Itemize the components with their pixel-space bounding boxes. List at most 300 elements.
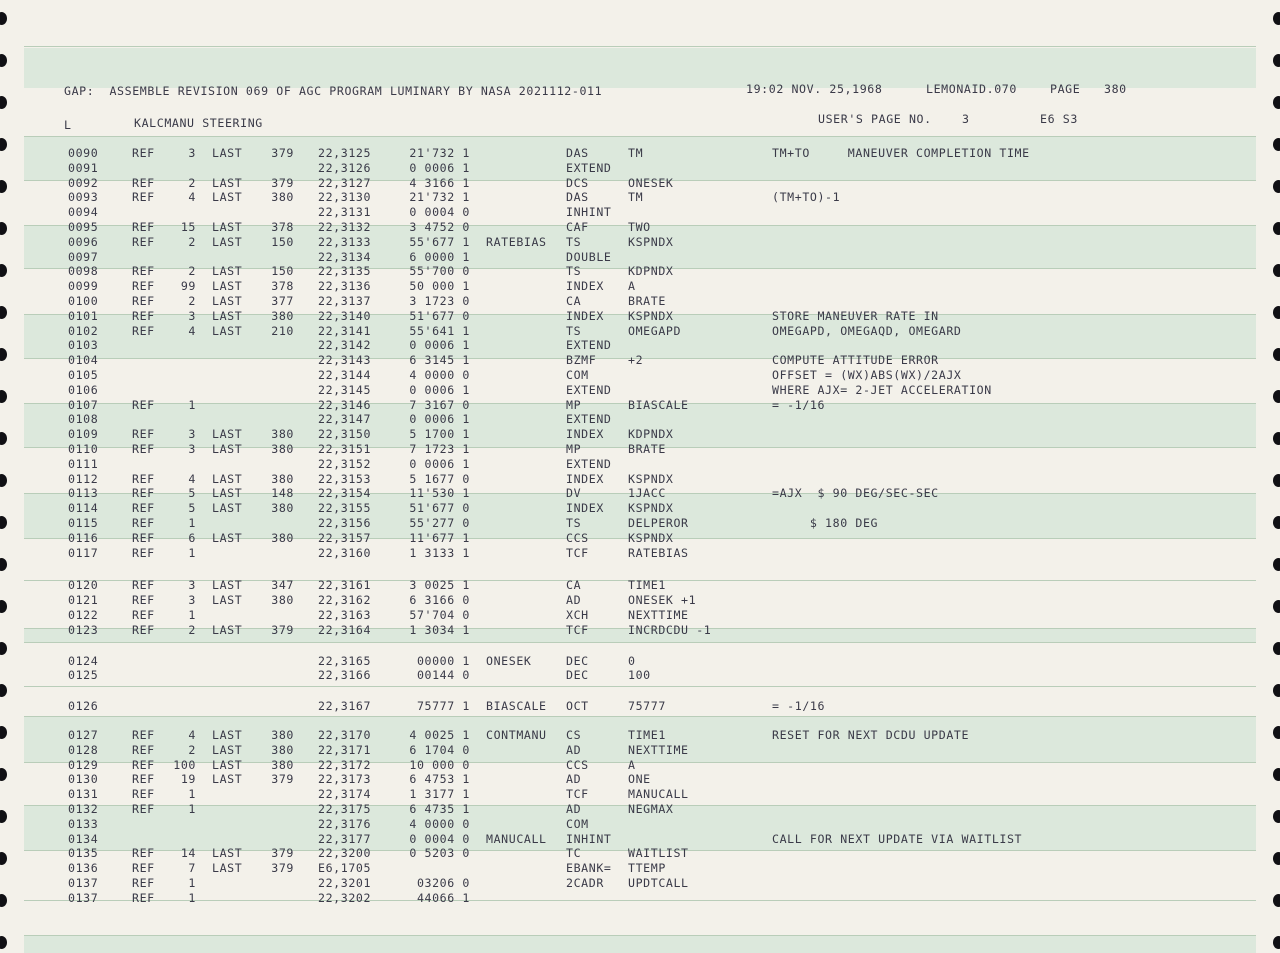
line-number: 0102 xyxy=(68,323,99,338)
listing-line xyxy=(0,324,1280,339)
line-number: 0106 xyxy=(68,382,99,397)
object-code: 6 4753 1 xyxy=(409,772,470,787)
ref-keyword: REF xyxy=(132,757,155,772)
line-number: 0109 xyxy=(68,427,99,442)
last-page: 380 xyxy=(271,427,294,442)
ref-keyword: REF xyxy=(132,294,155,308)
last-page: 379 xyxy=(271,846,294,861)
opcode: EXTEND xyxy=(566,456,612,471)
listing-line xyxy=(0,457,1280,472)
opcode: MP xyxy=(566,397,582,412)
address: 22,3152 xyxy=(318,456,372,471)
object-code: 11'530 1 xyxy=(409,486,470,501)
opcode: INHINT xyxy=(566,205,612,220)
ref-count: 5 xyxy=(188,501,196,516)
last-keyword: LAST xyxy=(212,190,243,205)
ref-count: 3 xyxy=(188,593,196,608)
listing-prefix: L xyxy=(64,118,72,132)
last-keyword: LAST xyxy=(212,742,243,757)
address: 22,3140 xyxy=(318,308,372,323)
address: 22,3155 xyxy=(318,501,372,516)
listing-line xyxy=(0,146,1280,161)
line-number: 0132 xyxy=(68,802,99,816)
last-page: 148 xyxy=(271,486,294,501)
last-keyword: LAST xyxy=(212,772,243,787)
lemonaid-version: LEMONAID.070 xyxy=(926,82,1017,96)
address: 22,3125 xyxy=(318,146,372,160)
opcode: EBANK= xyxy=(566,861,612,876)
operand: BIASCALE xyxy=(628,397,689,412)
opcode: TS xyxy=(566,516,582,530)
last-keyword: LAST xyxy=(212,728,243,742)
assembly-title: GAP: ASSEMBLE REVISION 069 OF AGC PROGRAM LUMINARY BY NASA 2021112-011 xyxy=(64,84,603,98)
ref-keyword: REF xyxy=(132,427,155,442)
line-number: 0122 xyxy=(68,608,99,622)
symbol-label: CONTMANU xyxy=(486,728,547,742)
object-code: 0 0006 1 xyxy=(409,382,470,397)
address: 22,3161 xyxy=(318,578,372,593)
ref-keyword: REF xyxy=(132,146,155,160)
listing-line xyxy=(0,787,1280,802)
listing-line xyxy=(0,593,1280,608)
object-code: 0 0004 0 xyxy=(409,205,470,220)
line-number: 0116 xyxy=(68,530,99,545)
opcode: COM xyxy=(566,816,589,831)
last-page: 379 xyxy=(271,772,294,787)
operand: KSPNDX xyxy=(628,471,674,486)
address: 22,3172 xyxy=(318,757,372,772)
ref-count: 4 xyxy=(188,471,196,486)
operand: KSPNDX xyxy=(628,308,674,323)
ref-count: 3 xyxy=(188,578,196,593)
line-number: 0137 xyxy=(68,890,99,905)
address: 22,3157 xyxy=(318,530,372,545)
ref-keyword: REF xyxy=(132,608,155,622)
operand: DELPEROR xyxy=(628,516,689,530)
opcode: AD xyxy=(566,742,582,757)
comment: OFFSET = (WX)ABS(WX)/2AJX xyxy=(772,368,962,382)
address: 22,3145 xyxy=(318,382,372,397)
opcode: XCH xyxy=(566,608,589,622)
last-page: 379 xyxy=(271,622,294,637)
object-code: 0 5203 0 xyxy=(409,846,470,861)
operand: +2 xyxy=(628,353,644,368)
line-number: 0137 xyxy=(68,876,99,890)
object-code: 1 3034 1 xyxy=(409,622,470,637)
opcode: INDEX xyxy=(566,427,604,442)
object-code: 55'277 0 xyxy=(409,516,470,530)
operand: TM xyxy=(628,190,644,205)
line-number: 0121 xyxy=(68,593,99,608)
address: 22,3162 xyxy=(318,593,372,608)
ref-count: 3 xyxy=(188,427,196,442)
opcode: EXTEND xyxy=(566,382,612,397)
opcode: CCS xyxy=(566,757,589,772)
object-code: 51'677 0 xyxy=(409,501,470,516)
operand: A xyxy=(628,279,636,294)
address: 22,3142 xyxy=(318,338,372,353)
last-keyword: LAST xyxy=(212,308,243,323)
line-number: 0104 xyxy=(68,353,99,368)
opcode: MP xyxy=(566,442,582,456)
object-code: 6 3145 1 xyxy=(409,353,470,368)
ref-keyword: REF xyxy=(132,308,155,323)
last-page: 380 xyxy=(271,471,294,486)
operand: KSPNDX xyxy=(628,501,674,516)
ref-keyword: REF xyxy=(132,501,155,516)
ref-count: 1 xyxy=(188,876,196,890)
listing-line xyxy=(0,486,1280,501)
opcode: DEC xyxy=(566,653,589,668)
operand: KSPNDX xyxy=(628,530,674,545)
ref-count: 1 xyxy=(188,397,196,412)
object-code: 57'704 0 xyxy=(409,608,470,622)
object-code: 4 0000 0 xyxy=(409,816,470,831)
listing-line xyxy=(0,668,1280,683)
address: 22,3176 xyxy=(318,816,372,831)
listing-line xyxy=(0,383,1280,398)
opcode: AD xyxy=(566,802,582,816)
opcode: TS xyxy=(566,323,582,338)
last-page: 380 xyxy=(271,190,294,205)
address: 22,3147 xyxy=(318,412,372,427)
object-code: 0 0006 1 xyxy=(409,456,470,471)
object-code: 0 0006 1 xyxy=(409,338,470,353)
last-keyword: LAST xyxy=(212,530,243,545)
line-number: 0125 xyxy=(68,668,99,683)
comment: TM+TO MANEUVER COMPLETION TIME xyxy=(772,146,1030,160)
line-number: 0092 xyxy=(68,175,99,190)
object-code: 4 0025 1 xyxy=(409,728,470,742)
last-page: 150 xyxy=(271,234,294,249)
opcode: TCF xyxy=(566,622,589,637)
ref-keyword: REF xyxy=(132,890,155,905)
comment: RESET FOR NEXT DCDU UPDATE xyxy=(772,728,970,742)
ref-keyword: REF xyxy=(132,545,155,560)
opcode: TS xyxy=(566,234,582,249)
listing-line xyxy=(0,623,1280,638)
address: 22,3165 xyxy=(318,653,372,668)
listing-line xyxy=(0,578,1280,593)
object-code: 7 1723 1 xyxy=(409,442,470,456)
last-page: 379 xyxy=(271,146,294,160)
operand: TTEMP xyxy=(628,861,666,876)
ref-keyword: REF xyxy=(132,861,155,876)
section-title: KALCMANU STEERING xyxy=(134,116,263,130)
last-keyword: LAST xyxy=(212,593,243,608)
opcode: DOUBLE xyxy=(566,249,612,264)
operand: 75777 xyxy=(628,699,666,714)
listing-line xyxy=(0,802,1280,817)
ref-count: 3 xyxy=(188,442,196,456)
line-number: 0134 xyxy=(68,831,99,846)
object-code: 00144 0 xyxy=(416,668,470,683)
ref-keyword: REF xyxy=(132,846,155,861)
address: 22,3150 xyxy=(318,427,372,442)
comment: $ 180 DEG xyxy=(772,516,879,530)
line-number: 0136 xyxy=(68,861,99,876)
comment: = -1/16 xyxy=(772,699,826,714)
ref-count: 2 xyxy=(188,742,196,757)
listing-line xyxy=(0,294,1280,309)
object-code: 0 0006 1 xyxy=(409,412,470,427)
ref-count: 3 xyxy=(188,146,196,160)
listing-line xyxy=(0,832,1280,847)
listing-line xyxy=(0,772,1280,787)
operand: WAITLIST xyxy=(628,846,689,861)
ref-keyword: REF xyxy=(132,234,155,249)
comment: COMPUTE ATTITUDE ERROR xyxy=(772,353,939,368)
address: 22,3133 xyxy=(318,234,372,249)
object-code: 50 000 1 xyxy=(409,279,470,294)
ref-keyword: REF xyxy=(132,471,155,486)
ref-count: 3 xyxy=(188,308,196,323)
address: 22,3170 xyxy=(318,728,372,742)
ref-count: 99 xyxy=(180,279,196,294)
operand: UPDTCALL xyxy=(628,876,689,890)
last-page: 380 xyxy=(271,742,294,757)
address: 22,3174 xyxy=(318,787,372,802)
ref-keyword: REF xyxy=(132,802,155,816)
address: 22,3154 xyxy=(318,486,372,501)
operand: INCRDCDU -1 xyxy=(628,622,712,637)
listing-line xyxy=(0,501,1280,516)
ref-count: 2 xyxy=(188,622,196,637)
object-code: 11'677 1 xyxy=(409,530,470,545)
line-number: 0117 xyxy=(68,545,99,560)
last-keyword: LAST xyxy=(212,471,243,486)
listing-line xyxy=(0,516,1280,531)
ref-count: 4 xyxy=(188,190,196,205)
line-number: 0097 xyxy=(68,249,99,264)
ref-count: 1 xyxy=(188,802,196,816)
opcode: CCS xyxy=(566,530,589,545)
ref-keyword: REF xyxy=(132,593,155,608)
line-number: 0135 xyxy=(68,846,99,861)
address: 22,3201 xyxy=(318,876,372,890)
opcode: TCF xyxy=(566,545,589,560)
last-page: 379 xyxy=(271,175,294,190)
object-code: 6 0000 1 xyxy=(409,249,470,264)
address: 22,3153 xyxy=(318,471,372,486)
opcode: EXTEND xyxy=(566,160,612,175)
address: 22,3166 xyxy=(318,668,372,683)
line-number: 0131 xyxy=(68,787,99,802)
ref-count: 2 xyxy=(188,294,196,308)
listing-line xyxy=(0,427,1280,442)
ref-keyword: REF xyxy=(132,486,155,501)
address: E6,1705 xyxy=(318,861,372,876)
listing-line xyxy=(0,190,1280,205)
last-page: 150 xyxy=(271,264,294,279)
listing-line xyxy=(0,442,1280,457)
comment: CALL FOR NEXT UPDATE VIA WAITLIST xyxy=(772,831,1023,846)
listing-line xyxy=(0,368,1280,383)
ref-count: 1 xyxy=(188,545,196,560)
address: 22,3156 xyxy=(318,516,372,530)
opcode: TCF xyxy=(566,787,589,802)
last-page: 380 xyxy=(271,728,294,742)
last-keyword: LAST xyxy=(212,294,243,308)
address: 22,3175 xyxy=(318,802,372,816)
opcode: TC xyxy=(566,846,582,861)
last-keyword: LAST xyxy=(212,578,243,593)
ref-keyword: REF xyxy=(132,323,155,338)
listing-line xyxy=(0,398,1280,413)
ref-keyword: REF xyxy=(132,530,155,545)
object-code: 5 1700 1 xyxy=(409,427,470,442)
last-page: 379 xyxy=(271,861,294,876)
last-keyword: LAST xyxy=(212,861,243,876)
address: 22,3137 xyxy=(318,294,372,308)
address: 22,3136 xyxy=(318,279,372,294)
line-number: 0120 xyxy=(68,578,99,593)
object-code: 55'677 1 xyxy=(409,234,470,249)
opcode: CS xyxy=(566,728,582,742)
object-code: 7 3167 0 xyxy=(409,397,470,412)
listing-line xyxy=(0,876,1280,891)
ref-count: 100 xyxy=(173,757,196,772)
opcode: INDEX xyxy=(566,279,604,294)
listing-line xyxy=(0,546,1280,561)
object-code: 4 0000 0 xyxy=(409,368,470,382)
ref-count: 5 xyxy=(188,486,196,501)
ref-count: 4 xyxy=(188,728,196,742)
symbol-label: RATEBIAS xyxy=(486,234,547,249)
ref-count: 1 xyxy=(188,608,196,622)
ref-keyword: REF xyxy=(132,787,155,802)
line-number: 0123 xyxy=(68,622,99,637)
opcode: DAS xyxy=(566,190,589,205)
ref-keyword: REF xyxy=(132,264,155,279)
ref-keyword: REF xyxy=(132,516,155,530)
listing-line xyxy=(0,235,1280,250)
object-code: 00000 1 xyxy=(416,653,470,668)
object-code: 1 3177 1 xyxy=(409,787,470,802)
line-number: 0091 xyxy=(68,160,99,175)
opcode: CA xyxy=(566,294,582,308)
page-number: 380 xyxy=(1104,82,1127,96)
ref-count: 1 xyxy=(188,890,196,905)
line-number: 0096 xyxy=(68,234,99,249)
ref-count: 2 xyxy=(188,175,196,190)
comment: STORE MANEUVER RATE IN xyxy=(772,308,939,323)
address: 22,3173 xyxy=(318,772,372,787)
page-label: PAGE xyxy=(1050,82,1081,96)
last-page: 210 xyxy=(271,323,294,338)
object-code: 5 1677 0 xyxy=(409,471,470,486)
listing-line xyxy=(0,279,1280,294)
listing-line xyxy=(0,161,1280,176)
address: 22,3131 xyxy=(318,205,372,220)
address: 22,3126 xyxy=(318,160,372,175)
ref-count: 19 xyxy=(180,772,196,787)
operand: BRATE xyxy=(628,442,666,456)
listing-line xyxy=(0,220,1280,235)
symbol-label: MANUCALL xyxy=(486,831,547,846)
listing-line xyxy=(0,699,1280,714)
opcode: OCT xyxy=(566,699,589,714)
last-keyword: LAST xyxy=(212,757,243,772)
opcode: BZMF xyxy=(566,353,597,368)
listing-line xyxy=(0,817,1280,832)
operand: KDPNDX xyxy=(628,264,674,279)
last-page: 347 xyxy=(271,578,294,593)
address: 22,3135 xyxy=(318,264,372,279)
ref-count: 15 xyxy=(180,220,196,234)
comment: = -1/16 xyxy=(772,397,826,412)
line-number: 0090 xyxy=(68,146,99,160)
line-number: 0110 xyxy=(68,442,99,456)
line-number: 0094 xyxy=(68,205,99,220)
listing-line xyxy=(0,176,1280,191)
address: 22,3130 xyxy=(318,190,372,205)
operand: BRATE xyxy=(628,294,666,308)
listing-line xyxy=(0,338,1280,353)
object-code: 4 3166 1 xyxy=(409,175,470,190)
last-keyword: LAST xyxy=(212,279,243,294)
last-page: 380 xyxy=(271,308,294,323)
object-code: 51'677 0 xyxy=(409,308,470,323)
last-keyword: LAST xyxy=(212,264,243,279)
object-code: 10 000 0 xyxy=(409,757,470,772)
opcode: INDEX xyxy=(566,471,604,486)
operand: RATEBIAS xyxy=(628,545,689,560)
object-code: 75777 1 xyxy=(416,699,470,714)
object-code: 55'641 1 xyxy=(409,323,470,338)
listing-line xyxy=(0,264,1280,279)
last-keyword: LAST xyxy=(212,442,243,456)
object-code: 3 0025 1 xyxy=(409,578,470,593)
line-number: 0113 xyxy=(68,486,99,501)
ref-keyword: REF xyxy=(132,772,155,787)
opcode: COM xyxy=(566,368,589,382)
operand: MANUCALL xyxy=(628,787,689,802)
listing-line xyxy=(0,608,1280,623)
ref-count: 1 xyxy=(188,787,196,802)
listing-line xyxy=(0,250,1280,265)
last-keyword: LAST xyxy=(212,846,243,861)
opcode: EXTEND xyxy=(566,338,612,353)
object-code: 3 4752 0 xyxy=(409,220,470,234)
last-keyword: LAST xyxy=(212,427,243,442)
symbol-label: ONESEK xyxy=(486,653,532,668)
bank-id: E6 S3 xyxy=(1040,112,1078,126)
ref-keyword: REF xyxy=(132,742,155,757)
last-keyword: LAST xyxy=(212,486,243,501)
line-number: 0103 xyxy=(68,338,99,353)
operand: TIME1 xyxy=(628,728,666,742)
last-keyword: LAST xyxy=(212,323,243,338)
operand: NEXTTIME xyxy=(628,742,689,757)
operand: KSPNDX xyxy=(628,234,674,249)
ref-keyword: REF xyxy=(132,190,155,205)
last-keyword: LAST xyxy=(212,220,243,234)
object-code: 21'732 1 xyxy=(409,190,470,205)
object-code: 1 3133 1 xyxy=(409,545,470,560)
listing-line xyxy=(0,654,1280,669)
object-code: 03206 0 xyxy=(416,876,470,890)
comment: OMEGAPD, OMEGAQD, OMEGARD xyxy=(772,323,962,338)
opcode: EXTEND xyxy=(566,412,612,427)
ref-keyword: REF xyxy=(132,728,155,742)
object-code: 44066 1 xyxy=(416,890,470,905)
ref-keyword: REF xyxy=(132,622,155,637)
line-number: 0101 xyxy=(68,308,99,323)
line-number: 0099 xyxy=(68,279,99,294)
listing-line xyxy=(0,846,1280,861)
line-number: 0130 xyxy=(68,772,99,787)
